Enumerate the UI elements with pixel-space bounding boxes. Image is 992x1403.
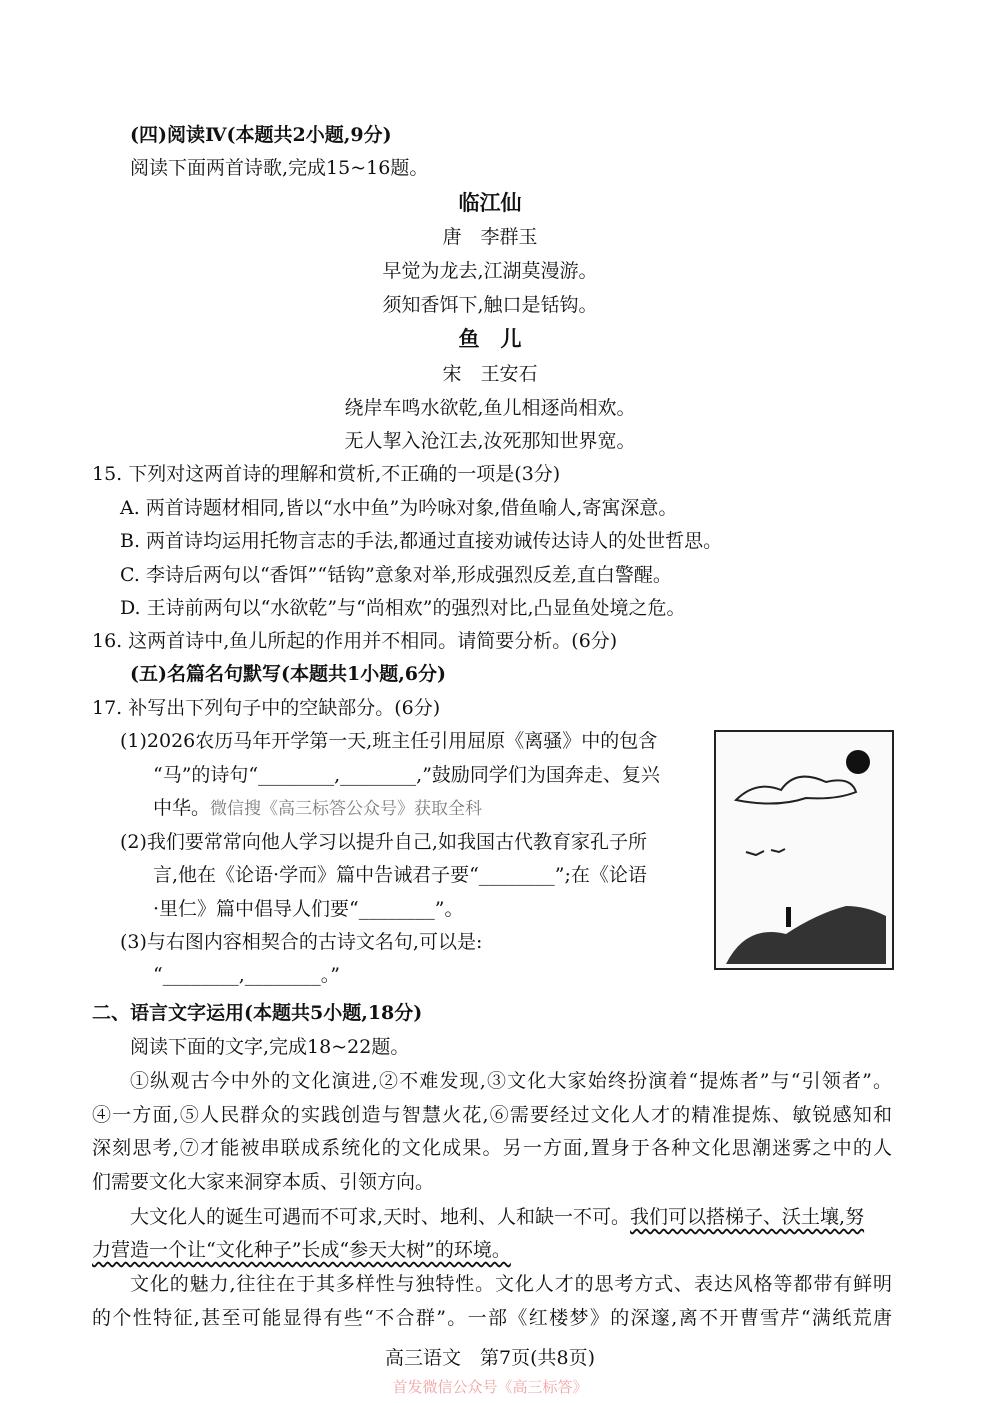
passage-line: 们需要文化大家来洞穿本质、引领方向。 xyxy=(92,1171,435,1193)
poem-author: 宋 王安石 xyxy=(442,363,538,385)
q17-part2: (2)我们要常常向他人学习以提升自己,如我国古代教育家孔子所 xyxy=(120,831,647,853)
q17-part2: 言,他在《论语·学而》篇中告诫君子要“________”;在《论语 xyxy=(153,864,647,886)
poem-title: 临江仙 xyxy=(458,190,522,215)
passage-text: 大文化人的诞生可遇而不可求,天时、地利、人和缺一不可。 xyxy=(130,1206,631,1228)
question-16: 16. 这两首诗中,鱼儿所起的作用并不相同。请简要分析。(6分) xyxy=(92,630,618,652)
option-b: B. 两首诗均运用托物言志的手法,都通过直接劝诫传达诗人的处世哲思。 xyxy=(120,530,723,552)
question-15: 15. 下列对这两首诗的理解和赏析,不正确的一项是(3分) xyxy=(92,463,561,485)
passage-line: ①纵观古今中外的文化演进,②不难发现,③文化大家始终扮演着“提炼者”与“引领者”。 xyxy=(130,1070,892,1092)
passage-line: 深刻思考,⑦才能被串联成系统化的文化成果。另一方面,置身于各种文化思潮迷雾之中的人 xyxy=(92,1137,892,1159)
poem-author: 唐 李群玉 xyxy=(442,226,538,248)
passage-line: ④一方面,⑤人民群众的实践创造与智慧火花,⑥需要经过文化人才的精准提炼、敏锐感知和 xyxy=(92,1104,892,1126)
poem-line: 绕岸车鸣水欲乾,鱼儿相逐尚相欢。 xyxy=(344,397,636,419)
q17-part3: “________,________。” xyxy=(153,964,340,986)
underlined-sentence: 力营造一个让“文化种子”长成“参天大树”的环境。 xyxy=(92,1239,511,1261)
q17-part2: ·里仁》篇中倡导人们要“________”。 xyxy=(153,898,464,920)
passage-line: 文化的魅力,往往在于其多样性与独特性。文化人才的思考方式、表达风格等都带有鲜明 xyxy=(130,1273,892,1295)
q17-part1: (1)2026农历马年开学第一天,班主任引用屈原《离骚》中的包含 xyxy=(120,730,658,752)
poem-title: 鱼 儿 xyxy=(458,326,522,351)
poem-line: 早觉为龙去,江湖莫漫游。 xyxy=(382,260,598,282)
part-heading: 二、语言文字运用(本题共5小题,18分) xyxy=(92,1002,423,1024)
poem-line: 无人挈入沧江去,汝死那知世界宽。 xyxy=(344,430,636,452)
passage-line: 的个性特征,甚至可能显得有些“不合群”。一部《红楼梦》的深邃,离不开曹雪芹“满纸荒唐 xyxy=(92,1307,892,1329)
option-d: D. 王诗前两句以“水欲乾”与“尚相欢”的强烈对比,凸显鱼处境之危。 xyxy=(120,597,686,619)
page-footer: 高三语文 第7页(共8页) xyxy=(384,1347,595,1369)
q17-part3: (3)与右图内容相契合的古诗文名句,可以是: xyxy=(120,931,483,953)
ink-painting-illustration xyxy=(714,730,894,970)
q17-part1: “马”的诗句“________,________,”鼓励同学们为国奔走、复兴 xyxy=(153,764,660,786)
instruction: 阅读下面两首诗歌,完成15~16题。 xyxy=(130,157,429,179)
instruction: 阅读下面的文字,完成18~22题。 xyxy=(130,1036,410,1058)
underlined-sentence: 我们可以搭梯子、沃土壤,努 xyxy=(630,1206,865,1228)
q17-part1: 中华。 xyxy=(153,797,211,819)
poem-line: 须知香饵下,触口是铦钩。 xyxy=(382,294,598,316)
section-heading: (四)阅读Ⅳ(本题共2小题,9分) xyxy=(130,124,392,146)
option-a: A. 两首诗题材相同,皆以“水中鱼”为吟咏对象,借鱼喻人,寄寓深意。 xyxy=(120,497,678,519)
option-c: C. 李诗后两句以“香饵”“铦钩”意象对举,形成强烈反差,直白警醒。 xyxy=(120,564,672,586)
promo-note: 微信搜《高三标答公众号》获取全科 xyxy=(210,799,483,819)
watermark: 首发微信公众号《高三标答》 xyxy=(392,1378,588,1396)
question-17: 17. 补写出下列句子中的空缺部分。(6分) xyxy=(92,697,441,719)
section-heading: (五)名篇名句默写(本题共1小题,6分) xyxy=(130,663,447,685)
